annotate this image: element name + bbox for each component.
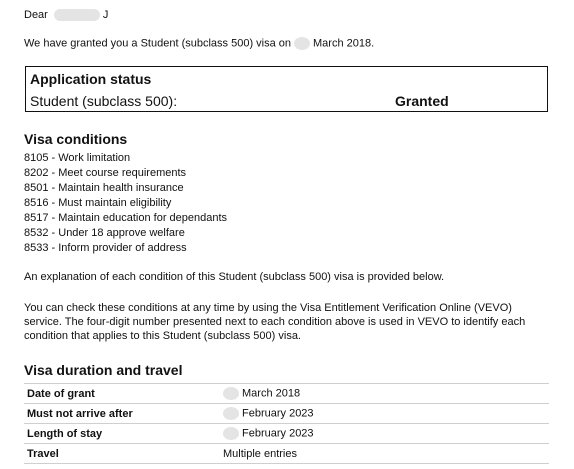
row-value-cell — [220, 444, 549, 464]
redacted-day — [223, 407, 239, 420]
row-value: Multiple entries — [223, 447, 297, 460]
condition-item: 8532 - Under 18 approve welfare — [24, 227, 185, 239]
table-row — [24, 444, 549, 464]
visa-conditions-list — [24, 151, 227, 256]
condition-item: 8501 - Maintain health insurance — [24, 182, 184, 194]
redacted-day — [294, 37, 310, 50]
intro-date: March 2018. — [313, 37, 375, 50]
greeting-line — [24, 9, 108, 21]
conditions-explanation: An explanation of each condition of this Student (subclass 500) visa is provided below. — [24, 271, 445, 283]
application-status-box — [25, 66, 548, 112]
table-row — [24, 424, 549, 444]
condition-item: 8517 - Maintain education for dependants — [24, 212, 228, 224]
redacted-name — [54, 9, 100, 21]
row-value: February 2023 — [242, 407, 314, 420]
intro-text: We have granted you a Student (subclass 500) visa on — [24, 37, 292, 50]
condition-item: 8105 - Work limitation — [24, 152, 131, 164]
row-value: February 2023 — [242, 427, 314, 440]
vevo-note: You can check these conditions at any time by using the Visa Entitlement Verification Online (VEVO) service. The four-digit number presented next to each condition above is used in VEVO to identify each condition that applies to this Student (subclass 500) visa. — [24, 302, 526, 342]
row-label: Travel — [24, 444, 220, 464]
status-title: Application status — [30, 71, 152, 87]
redacted-day — [223, 427, 239, 440]
redacted-day — [223, 387, 239, 400]
grant-intro — [24, 37, 374, 50]
visa-travel-table — [24, 383, 549, 464]
row-value-cell — [220, 424, 549, 444]
visa-conditions-heading: Visa conditions — [24, 131, 128, 147]
condition-item: 8202 - Meet course requirements — [24, 167, 187, 179]
row-value: March 2018 — [242, 387, 301, 400]
greeting-text: Dear — [24, 9, 48, 21]
row-label: Length of stay — [24, 424, 220, 444]
table-row — [24, 384, 549, 404]
row-value-cell — [220, 404, 549, 424]
condition-item: 8533 - Inform provider of address — [24, 242, 187, 254]
status-value: Granted — [395, 93, 449, 109]
greeting-suffix: J — [102, 9, 109, 21]
status-label: Student (subclass 500): — [30, 93, 178, 109]
row-value-cell — [220, 384, 549, 404]
condition-item: 8516 - Must maintain eligibility — [24, 197, 172, 209]
row-label: Must not arrive after — [24, 404, 220, 424]
table-row — [24, 404, 549, 424]
visa-travel-heading: Visa duration and travel — [24, 362, 183, 378]
row-label: Date of grant — [24, 384, 220, 404]
